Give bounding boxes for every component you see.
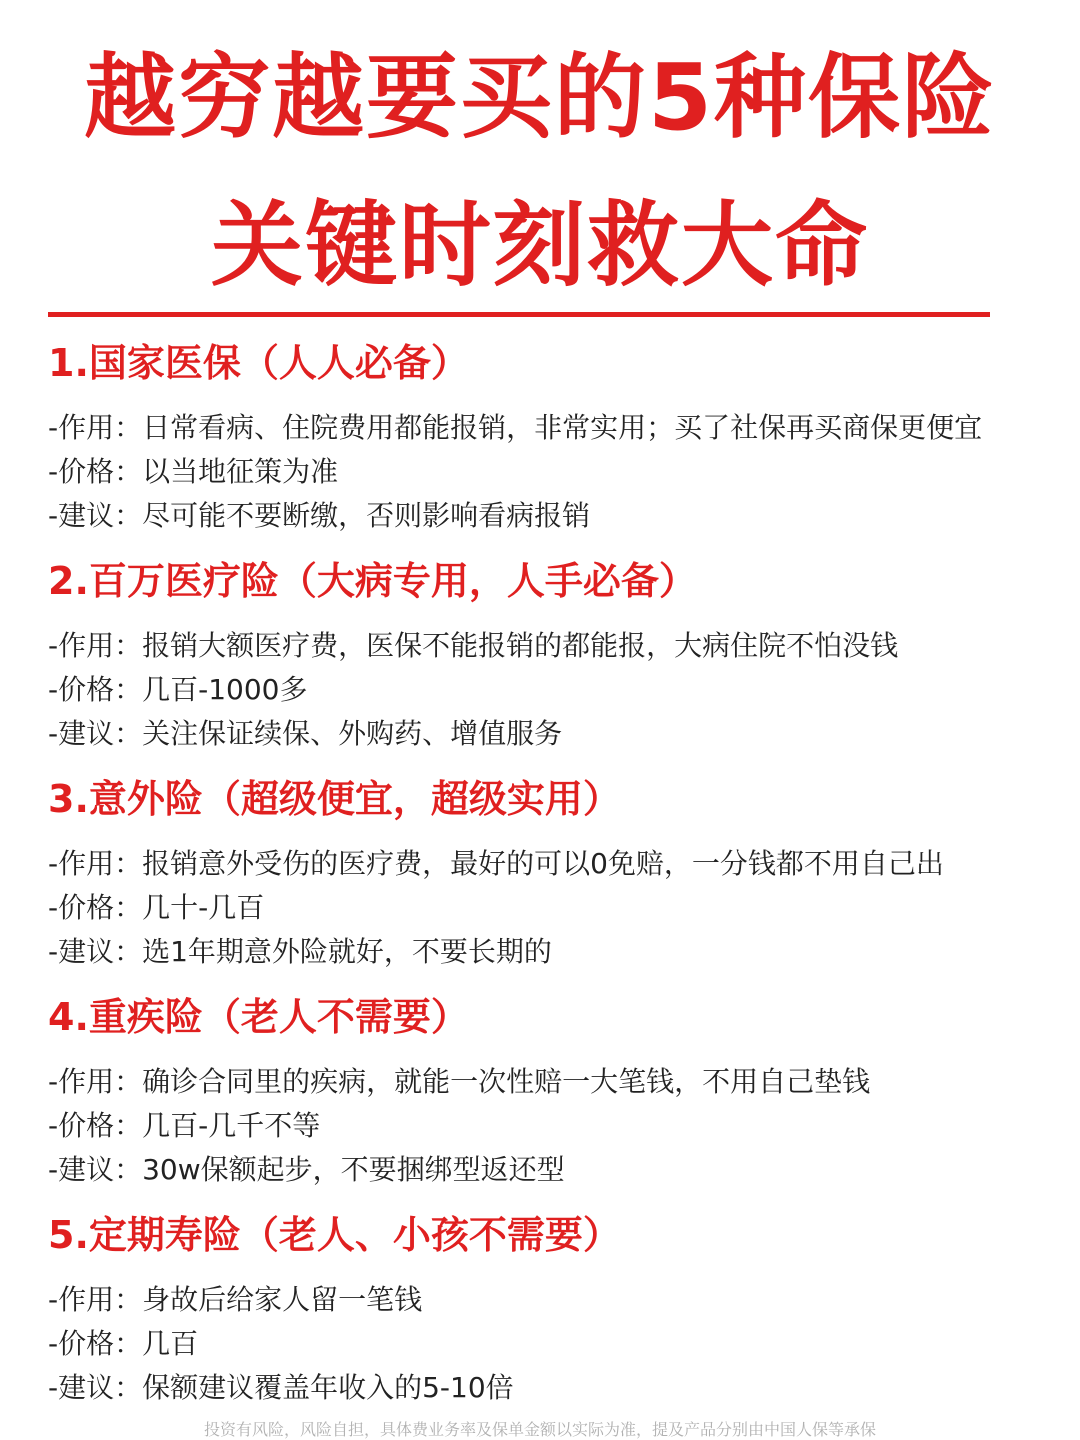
detail-price: -价格：几百-1000多: [48, 673, 308, 706]
title-divider: [48, 312, 990, 317]
section-details: [48, 624, 1058, 756]
section-accident-insurance: [48, 772, 1058, 974]
detail-advice: -建议：选1年期意外险就好，不要长期的: [48, 935, 552, 968]
page-title-line-2: 关键时刻救大命: [210, 192, 869, 299]
section-details: [48, 1278, 1058, 1410]
section-details: [48, 842, 1058, 974]
detail-price: -价格：几十-几百: [48, 891, 265, 924]
section-heading: 1.国家医保（人人必备）: [48, 341, 469, 385]
section-details: [48, 406, 1058, 538]
section-million-medical-insurance: [48, 554, 1058, 756]
detail-advice: -建议：30w保额起步，不要捆绑型返还型: [48, 1153, 565, 1186]
page-title-line-1: 越穷越要买的5种保险: [83, 44, 996, 151]
footer-disclaimer: 投资有风险，风险自担，具体费业务率及保单金额以实际为准，提及产品分别由中国人保等承保: [203, 1420, 876, 1439]
section-heading: 2.百万医疗险（大病专用，人手必备）: [48, 559, 697, 603]
detail-advice: -建议：保额建议覆盖年收入的5-10倍: [48, 1371, 514, 1404]
detail-function: -作用：日常看病、住院费用都能报销，非常实用；买了社保再买商保更便宜: [48, 411, 983, 444]
detail-function: -作用：报销大额医疗费，医保不能报销的都能报，大病住院不怕没钱: [48, 629, 899, 662]
detail-advice: -建议：尽可能不要断缴，否则影响看病报销: [48, 499, 591, 532]
section-term-life-insurance: [48, 1208, 1058, 1410]
section-heading: 3.意外险（超级便宜，超级实用）: [48, 777, 621, 821]
section-details: [48, 1060, 1058, 1192]
insurance-list: [48, 336, 1058, 1426]
detail-function: -作用：确诊合同里的疾病，就能一次性赔一大笔钱，不用自己垫钱: [48, 1065, 871, 1098]
detail-price: -价格：以当地征策为准: [48, 455, 339, 488]
detail-advice: -建议：关注保证续保、外购药、增值服务: [48, 717, 563, 750]
detail-function: -作用：报销意外受伤的医疗费，最好的可以0免赔，一分钱都不用自己出: [48, 847, 944, 880]
section-heading: 4.重疾险（老人不需要）: [48, 995, 469, 1039]
detail-price: -价格：几百: [48, 1327, 199, 1360]
section-heading: 5.定期寿险（老人、小孩不需要）: [48, 1213, 621, 1257]
detail-function: -作用：身故后给家人留一笔钱: [48, 1283, 423, 1316]
section-critical-illness-insurance: [48, 990, 1058, 1192]
section-national-medical-insurance: [48, 336, 1058, 538]
detail-price: -价格：几百-几千不等: [48, 1109, 321, 1142]
